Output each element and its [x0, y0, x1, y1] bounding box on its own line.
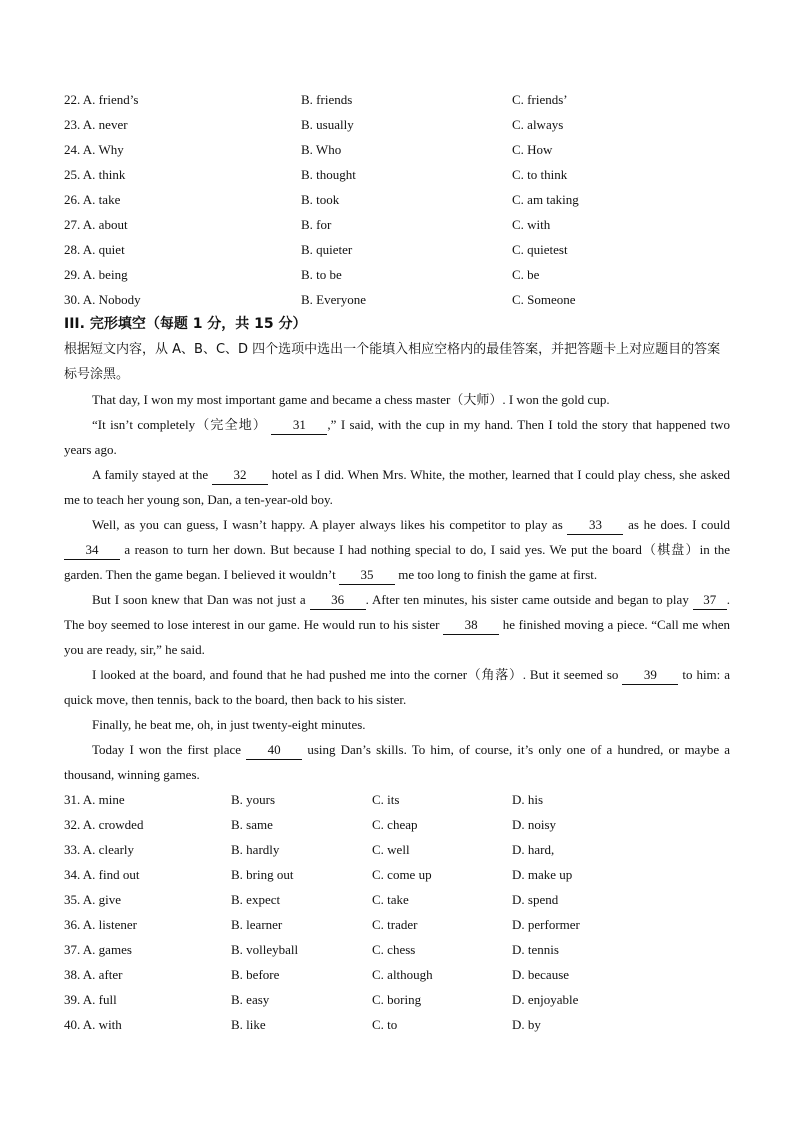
question-number-and-option-a: 33. A. clearly — [64, 842, 135, 857]
section-title: III. 完形填空（每题 1 分，共 15 分） — [64, 316, 307, 332]
option-b: B. Who — [301, 142, 342, 157]
blank-37: 37 — [693, 591, 727, 610]
question-number-and-option-a: 24. A. Why — [64, 142, 124, 157]
passage-text: . The boy seemed to lose interest in our game. He would run to his sister — [64, 592, 730, 632]
option-b: B. like — [231, 1017, 266, 1032]
blank-35: 35 — [339, 566, 395, 585]
option-b: B. thought — [301, 167, 356, 182]
question-row — [64, 1012, 744, 1037]
blank-32: 32 — [212, 466, 268, 485]
question-row — [64, 987, 744, 1012]
option-c: C. to think — [512, 167, 568, 182]
question-row — [64, 212, 744, 237]
question-row — [64, 87, 744, 112]
question-number-and-option-a: 29. A. being — [64, 267, 128, 282]
passage-text: using Dan’s skills. To him, of course, it’s only one of a hundred, or maybe a thousand, winning games. — [64, 742, 731, 782]
option-c: C. take — [372, 892, 409, 907]
passage-text: hotel as I did. When Mrs. White, the mother, learned that I could play chess, she asked me to teach her young son, Dan, a ten-year-old boy. — [64, 467, 731, 507]
option-c: C. be — [512, 267, 540, 282]
question-row — [64, 862, 744, 887]
option-b: B. volleyball — [231, 942, 299, 957]
question-row — [64, 912, 744, 937]
option-b: B. same — [231, 817, 273, 832]
option-c: C. its — [372, 792, 400, 807]
option-c: C. How — [512, 142, 553, 157]
question-number-and-option-a: 36. A. listener — [64, 917, 137, 932]
option-c: C. although — [372, 967, 433, 982]
passage-text: But I soon knew that Dan was not just a — [92, 592, 306, 607]
question-row — [64, 287, 744, 312]
option-b: B. usually — [301, 117, 354, 132]
option-d: D. enjoyable — [512, 992, 579, 1007]
option-c: C. Someone — [512, 292, 576, 307]
option-c: C. am taking — [512, 192, 579, 207]
blank-39: 39 — [622, 666, 678, 685]
option-b: B. bring out — [231, 867, 294, 882]
question-row — [64, 137, 744, 162]
passage-text: to him: a quick move, then tennis, back to the board, then back to his sister. — [64, 667, 731, 707]
question-row — [64, 187, 744, 212]
passage-paragraph — [64, 737, 730, 787]
question-number-and-option-a: 40. A. with — [64, 1017, 122, 1032]
passage-paragraph — [64, 512, 730, 587]
question-number-and-option-a: 27. A. about — [64, 217, 128, 232]
blank-38: 38 — [443, 616, 499, 635]
option-c: C. chess — [372, 942, 416, 957]
passage-text: ,” I said, with the cup in my hand. Then I told the story that happened two years ago. — [64, 417, 731, 457]
question-number-and-option-a: 28. A. quiet — [64, 242, 125, 257]
option-b: B. expect — [231, 892, 281, 907]
blank-40: 40 — [246, 741, 302, 760]
passage-text: Today I won the first place — [92, 742, 242, 757]
question-row — [64, 262, 744, 287]
option-c: C. well — [372, 842, 410, 857]
option-d: D. his — [512, 792, 544, 807]
question-number-and-option-a: 39. A. full — [64, 992, 117, 1007]
section-instruction: 根据短文内容，从 A、B、C、D 四个选项中选出一个能填入相应空格内的最佳答案，并把答题卡上对应题目的答案标号涂黑。 — [64, 342, 721, 382]
option-c: C. trader — [372, 917, 418, 932]
passage-text: a reason to turn her down. But because I had nothing special to do, I said yes. We put the board（棋盘）in the garden. Then the game began. I believed it wouldn’t — [64, 542, 731, 582]
passage-text: he finished moving a piece. “Call me when you are ready, sir,” he said. — [64, 617, 731, 657]
option-b: B. friends — [301, 92, 353, 107]
question-row — [64, 787, 744, 812]
option-b: B. Everyone — [301, 292, 366, 307]
question-number-and-option-a: 25. A. think — [64, 167, 126, 182]
option-b: B. yours — [231, 792, 276, 807]
passage-paragraph — [64, 412, 730, 462]
blank-33: 33 — [567, 516, 623, 535]
passage-text: “It isn’t completely（完全地） — [92, 417, 268, 432]
option-d: D. performer — [512, 917, 580, 932]
question-number-and-option-a: 37. A. games — [64, 942, 132, 957]
option-c: C. to — [372, 1017, 398, 1032]
passage-text: me too long to finish the game at first. — [398, 567, 598, 582]
option-d: D. hard, — [512, 842, 555, 857]
option-b: B. learner — [231, 917, 283, 932]
passage-text: Well, as you can guess, I wasn’t happy. A player always likes his competitor to play as — [92, 517, 563, 532]
option-c: C. always — [512, 117, 564, 132]
question-row — [64, 887, 744, 912]
blank-31: 31 — [271, 416, 327, 435]
question-number-and-option-a: 31. A. mine — [64, 792, 125, 807]
passage-paragraph — [64, 587, 730, 662]
option-c: C. with — [512, 217, 551, 232]
question-row — [64, 937, 744, 962]
option-c: C. cheap — [372, 817, 418, 832]
option-c: C. quietest — [512, 242, 568, 257]
option-c: C. come up — [372, 867, 432, 882]
blank-34: 34 — [64, 541, 120, 560]
question-number-and-option-a: 23. A. never — [64, 117, 128, 132]
question-row — [64, 962, 744, 987]
option-b: B. before — [231, 967, 280, 982]
passage-text: I looked at the board, and found that he had pushed me into the corner（角落）. But it seemed so — [92, 667, 619, 682]
option-b: B. took — [301, 192, 340, 207]
passage-text: A family stayed at the — [92, 467, 209, 482]
passage-paragraph — [64, 662, 730, 712]
option-d: D. because — [512, 967, 570, 982]
option-d: D. spend — [512, 892, 559, 907]
question-number-and-option-a: 32. A. crowded — [64, 817, 144, 832]
option-b: B. quieter — [301, 242, 353, 257]
question-row — [64, 112, 744, 137]
passage-paragraph: That day, I won my most important game and became a chess master（大师）. I won the gold cup. — [92, 392, 610, 407]
passage-paragraph: Finally, he beat me, oh, in just twenty-eight minutes. — [92, 717, 366, 732]
question-number-and-option-a: 38. A. after — [64, 967, 123, 982]
passage-paragraph — [64, 462, 730, 512]
question-row — [64, 237, 744, 262]
question-number-and-option-a: 30. A. Nobody — [64, 292, 141, 307]
question-number-and-option-a: 34. A. find out — [64, 867, 140, 882]
option-b: B. easy — [231, 992, 270, 1007]
question-row — [64, 812, 744, 837]
option-d: D. noisy — [512, 817, 557, 832]
question-number-and-option-a: 22. A. friend’s — [64, 92, 139, 107]
option-d: D. tennis — [512, 942, 559, 957]
question-number-and-option-a: 26. A. take — [64, 192, 121, 207]
option-b: B. for — [301, 217, 332, 232]
option-b: B. hardly — [231, 842, 280, 857]
question-row — [64, 162, 744, 187]
passage-text: as he does. I could — [628, 517, 731, 532]
option-b: B. to be — [301, 267, 342, 282]
option-d: D. by — [512, 1017, 541, 1032]
option-c: C. friends’ — [512, 92, 568, 107]
option-c: C. boring — [372, 992, 422, 1007]
option-d: D. make up — [512, 867, 573, 882]
question-row — [64, 837, 744, 862]
blank-36: 36 — [310, 591, 366, 610]
question-number-and-option-a: 35. A. give — [64, 892, 122, 907]
passage-text: . After ten minutes, his sister came outside and began to play — [365, 592, 689, 607]
